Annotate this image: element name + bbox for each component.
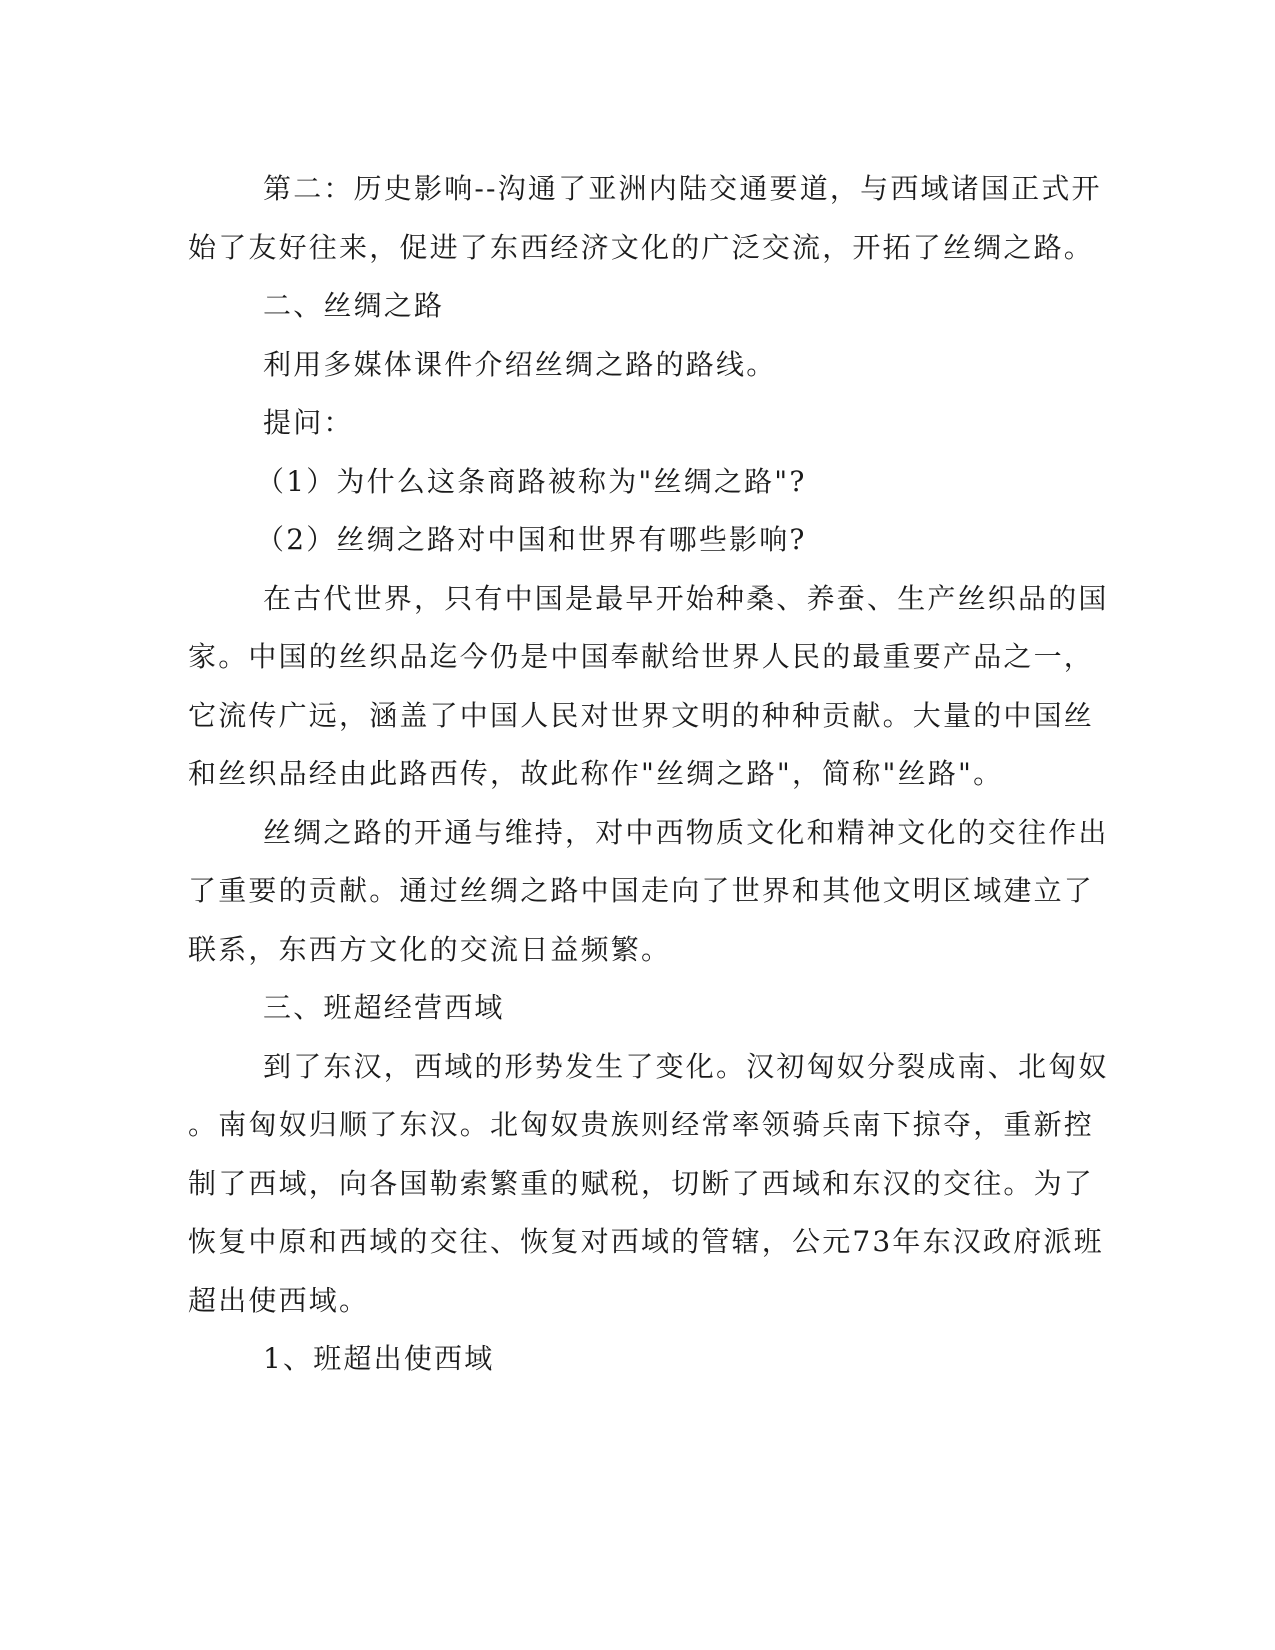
question-line: （1）为什么这条商路被称为"丝绸之路"? bbox=[256, 464, 807, 498]
document-body bbox=[188, 160, 1109, 1389]
text-line: 丝绸之路的开通与维持，对中西物质文化和精神文化的交往作出 bbox=[263, 815, 1109, 849]
text-line: 家。中国的丝织品迄今仍是中国奉献给世界人民的最重要产品之一， bbox=[188, 640, 1095, 673]
section-heading: 三、班超经营西域 bbox=[263, 991, 505, 1024]
text-line: 始了友好往来，促进了东西经济文化的广泛交流，开拓了丝绸之路。 bbox=[188, 230, 1095, 264]
text-line: 联系，东西方文化的交流日益频繁。 bbox=[188, 932, 672, 966]
text-line: 它流传广远，涵盖了中国人民对世界文明的种种贡献。大量的中国丝 bbox=[188, 698, 1095, 732]
text-line: 了重要的贡献。通过丝绸之路中国走向了世界和其他文明区域建立了 bbox=[188, 874, 1095, 907]
text-line: 超出使西域。 bbox=[188, 1283, 370, 1317]
text-line: 。南匈奴归顺了东汉。北匈奴贵族则经常率领骑兵南下掠夺，重新控 bbox=[188, 1108, 1095, 1141]
subsection-heading: 1、班超出使西域 bbox=[263, 1342, 495, 1375]
text-line: 到了东汉，西域的形势发生了变化。汉初匈奴分裂成南、北匈奴 bbox=[263, 1049, 1109, 1083]
text-line: 提问： bbox=[263, 406, 354, 439]
text-line: 恢复中原和西域的交往、恢复对西域的管辖，公元73年东汉政府派班 bbox=[188, 1225, 1104, 1258]
question-line: （2）丝绸之路对中国和世界有哪些影响? bbox=[256, 523, 807, 556]
text-line: 和丝织品经由此路西传，故此称作"丝绸之路"，简称"丝路"。 bbox=[188, 757, 1004, 790]
text-line: 利用多媒体课件介绍丝绸之路的路线。 bbox=[263, 347, 777, 381]
text-line: 制了西域，向各国勒索繁重的赋税，切断了西域和东汉的交往。为了 bbox=[188, 1166, 1095, 1200]
text-line: 在古代世界，只有中国是最早开始种桑、养蚕、生产丝织品的国 bbox=[263, 581, 1109, 615]
text-line: 第二：历史影响--沟通了亚洲内陆交通要道，与西域诸国正式开 bbox=[263, 172, 1102, 205]
section-heading: 二、丝绸之路 bbox=[263, 289, 445, 322]
